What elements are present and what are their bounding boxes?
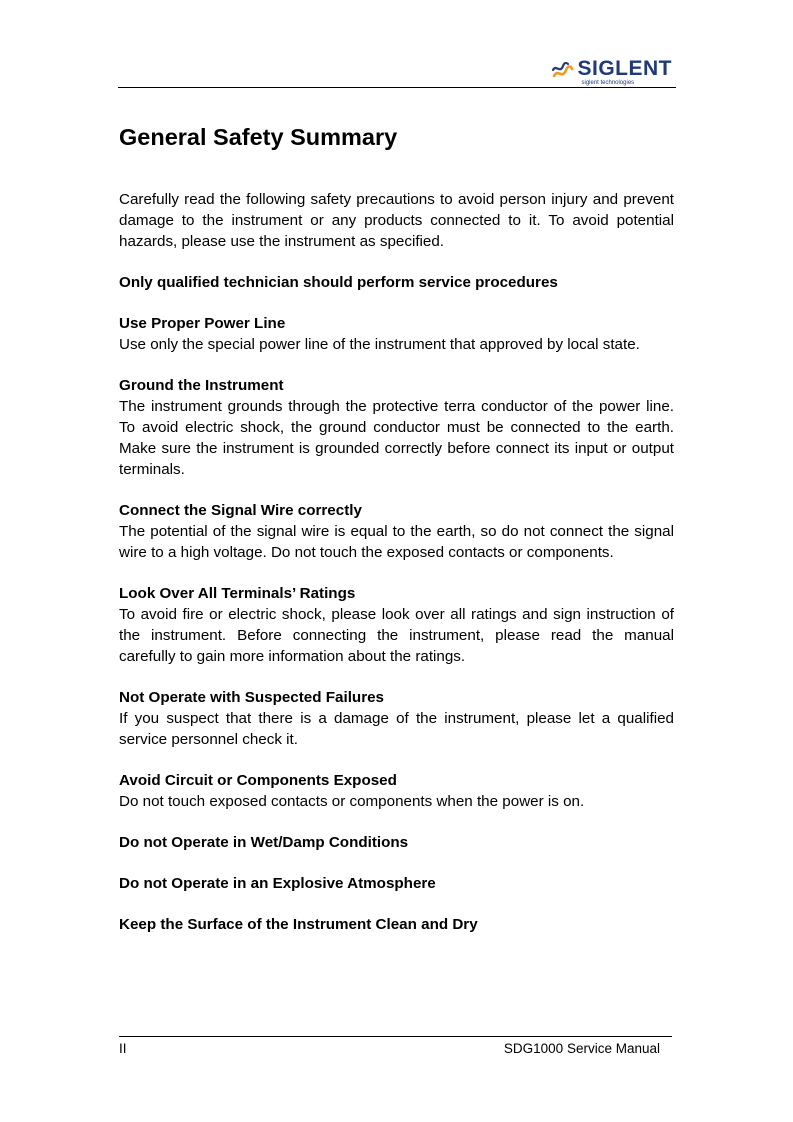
- logo-tagline: siglent technologies: [581, 80, 635, 86]
- page-number: II: [119, 1041, 127, 1056]
- section-qualified-technician: [119, 272, 674, 293]
- section-heading: Not Operate with Suspected Failures: [119, 689, 384, 706]
- section-explosive-atmosphere: [119, 873, 674, 894]
- section-clean-dry: [119, 914, 674, 935]
- section-heading: Look Over All Terminals’ Ratings: [119, 585, 356, 602]
- section-body: The instrument grounds through the protective terra conductor of the power line. To avoid electric shock, the ground conductor must be connected to the earth. Make sure the instrument is grounded correctly before connect its input or output terminals.: [119, 398, 674, 478]
- section-body: Use only the special power line of the instrument that approved by local state.: [119, 336, 640, 353]
- page-content: [119, 118, 674, 955]
- siglent-logo-mark-icon: [550, 58, 574, 82]
- section-heading: Ground the Instrument: [119, 377, 284, 394]
- section-heading: Do not Operate in an Explosive Atmosphere: [119, 875, 436, 892]
- section-body: If you suspect that there is a damage of the instrument, please let a qualified service personnel check it.: [119, 710, 674, 748]
- logo-wordmark: SIGLENT: [577, 57, 672, 80]
- section-heading: Use Proper Power Line: [119, 315, 286, 332]
- section-heading: Avoid Circuit or Components Exposed: [119, 772, 397, 789]
- page-header: [118, 56, 676, 88]
- section-wet-conditions: [119, 832, 674, 853]
- section-terminal-ratings: [119, 583, 674, 667]
- section-body: Do not touch exposed contacts or components when the power is on.: [119, 793, 585, 810]
- section-power-line: [119, 313, 674, 355]
- page-title: General Safety Summary: [119, 124, 398, 150]
- section-heading: Only qualified technician should perform service procedures: [119, 274, 558, 291]
- section-ground-instrument: [119, 375, 674, 480]
- section-heading: Do not Operate in Wet/Damp Conditions: [119, 834, 409, 851]
- section-body: To avoid fire or electric shock, please look over all ratings and sign instruction of the instrument. Before connecting the instrument, please read the manual carefully to gain more information about the ratings.: [119, 606, 674, 665]
- footer-divider: [119, 1036, 672, 1037]
- section-body: The potential of the signal wire is equal to the earth, so do not connect the signal wire to a high voltage. Do not touch the exposed contacts or components.: [119, 523, 674, 561]
- manual-name: SDG1000 Service Manual: [503, 1041, 660, 1056]
- siglent-logo: [550, 58, 672, 86]
- intro-paragraph: Carefully read the following safety precautions to avoid person injury and prevent damage to the instrument or any products connected to it. To avoid potential hazards, please use the instrument as specified.: [119, 191, 674, 250]
- section-signal-wire: [119, 500, 674, 563]
- section-suspected-failures: [119, 687, 674, 750]
- section-circuit-exposed: [119, 770, 674, 812]
- section-heading: Connect the Signal Wire correctly: [119, 502, 362, 519]
- section-heading: Keep the Surface of the Instrument Clean and Dry: [119, 916, 478, 933]
